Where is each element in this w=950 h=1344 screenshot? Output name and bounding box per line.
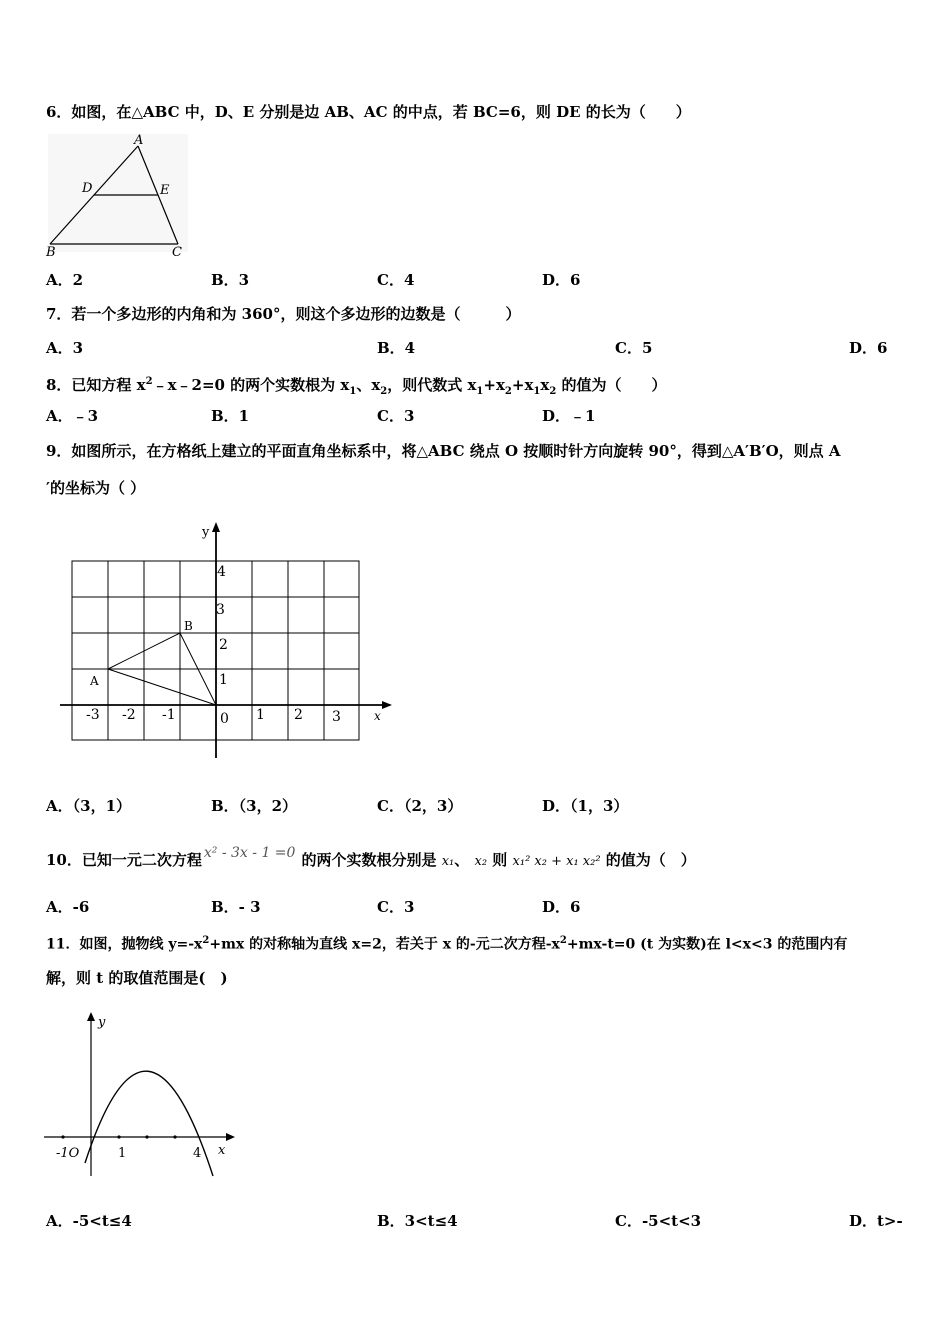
q11-tick-4: 4 <box>193 1146 202 1161</box>
q10-option-c[interactable]: C．3 <box>377 898 415 916</box>
q10-root-2: x₂ <box>474 854 488 869</box>
q11-figure <box>40 1008 240 1184</box>
q8-option-a[interactable]: A．﹣3 <box>46 407 99 425</box>
q11-tick-1: 1 <box>118 1146 127 1161</box>
q10-stem-text: 则 <box>492 851 508 869</box>
q9-label-a: A <box>90 674 99 688</box>
q11-label-x: x <box>218 1143 226 1158</box>
q9-xtick: -3 <box>86 707 100 723</box>
q8-stem-part: 8．已知方程 x <box>46 376 146 394</box>
q11-tick-dot <box>117 1135 120 1138</box>
q9-option-d[interactable]: D．（1，3） <box>542 797 629 815</box>
q9-label-x: x <box>374 709 381 723</box>
q9-ytick: 1 <box>219 672 228 688</box>
q9-ytick: 2 <box>219 637 228 653</box>
q8-stem-sub: 2 <box>549 386 557 397</box>
q9-option-a[interactable]: A．（3，1） <box>46 797 132 815</box>
q8-stem-part: x <box>540 376 550 394</box>
q6-label-c: C <box>172 245 182 258</box>
q11-option-c[interactable]: C．-5<t<3 <box>615 1212 702 1230</box>
q8-stem <box>46 372 667 402</box>
q9-label-b: B <box>184 619 193 633</box>
q10-option-d[interactable]: D．6 <box>542 898 581 916</box>
q6-label-b: B <box>46 245 56 258</box>
q8-stem-part: ，则代数式 x <box>387 376 477 394</box>
q9-stem-line2: ′的坐标为（ ） <box>46 479 146 497</box>
q10-option-a[interactable]: A．-6 <box>46 898 90 916</box>
q10-stem-text: 的两个实数根分别是 <box>301 851 437 869</box>
q11-option-b[interactable]: B．3<t≤4 <box>377 1212 458 1230</box>
q9-option-c[interactable]: C．（2，3） <box>377 797 463 815</box>
q7-option-c[interactable]: C．5 <box>615 339 653 357</box>
q8-stem-sub: 1 <box>349 386 357 397</box>
q9-x-arrow <box>382 701 392 709</box>
q11-tick-dot <box>61 1135 64 1138</box>
q11-stem-sup: 2 <box>559 935 567 946</box>
q11-tick-dot <box>173 1135 176 1138</box>
q8-stem-part: 的值为（ ） <box>556 376 667 394</box>
q8-stem-sup: 2 <box>145 376 153 387</box>
q11-tick-dot <box>145 1135 148 1138</box>
q11-option-d[interactable]: D．t>- <box>849 1212 903 1230</box>
q11-stem-line2: 解，则 t 的取值范围是( ) <box>46 969 228 987</box>
q11-stem-part: +mx-t=0 (t 为实数)在 l<x<3 的范围内有 <box>566 936 848 953</box>
q9-label-origin: 0 <box>220 711 229 727</box>
q9-xtick: -2 <box>122 707 136 723</box>
q11-option-a[interactable]: A．-5<t≤4 <box>46 1212 132 1230</box>
q8-stem-sub: 1 <box>533 386 541 397</box>
q6-label-d: D <box>82 181 93 196</box>
q9-ytick: 3 <box>216 602 225 618</box>
q9-figure <box>56 518 401 767</box>
q10-stem-text: 10．已知一元二次方程 <box>46 851 202 869</box>
q8-stem-part: +x <box>511 376 534 394</box>
q6-label-a: A <box>134 133 144 148</box>
q6-option-d[interactable]: D．6 <box>542 271 581 289</box>
q8-option-b[interactable]: B．1 <box>211 407 250 425</box>
q8-option-c[interactable]: C．3 <box>377 407 415 425</box>
q9-xtick: 3 <box>332 709 341 725</box>
q6-stem: 6．如图，在△ABC 中，D、E 分别是边 AB、AC 的中点，若 BC=6，则 DE 的长为（ ） <box>46 103 691 121</box>
q9-xtick: 1 <box>256 707 265 723</box>
q10-equation: x² - 3x - 1 =0 <box>203 845 296 861</box>
q8-stem-part: +x <box>483 376 505 394</box>
q10-root-1: x₁ <box>441 854 455 869</box>
q10-stem-text: 的值为（ ） <box>605 851 696 869</box>
q7-option-a[interactable]: A．3 <box>46 339 84 357</box>
q6-option-b[interactable]: B．3 <box>211 271 250 289</box>
q7-option-d[interactable]: D．6 <box>849 339 888 357</box>
q11-stem-line1 <box>46 931 847 955</box>
q6-option-c[interactable]: C．4 <box>377 271 415 289</box>
q9-xtick: 2 <box>294 707 303 723</box>
q10-option-b[interactable]: B．- 3 <box>211 898 261 916</box>
q10-expression: x₁² x₂ + x₁ x₂² <box>512 854 601 869</box>
q9-label-y: y <box>202 525 210 540</box>
q9-y-arrow <box>212 522 220 532</box>
q11-stem-part: 11．如图，抛物线 y=-x <box>46 936 203 953</box>
q8-stem-part: ﹣x﹣2=0 的两个实数根为 x <box>152 376 350 394</box>
q11-stem-sup: 2 <box>202 935 210 946</box>
q9-stem-line1: 9．如图所示，在方格纸上建立的平面直角坐标系中，将△ABC 绕点 O 按顺时针方向旋转 90°，得到△A′B′O，则点 A <box>46 442 841 460</box>
q6-option-a[interactable]: A．2 <box>46 271 84 289</box>
q9-ytick: 4 <box>217 564 226 580</box>
q8-stem-part: 、x <box>356 376 381 394</box>
q6-figure <box>44 132 194 262</box>
q8-stem-sub: 1 <box>476 386 484 397</box>
q9-option-b[interactable]: B．（3，2） <box>211 797 298 815</box>
q11-stem-part: +mx 的对称轴为直线 x=2，若关于 x 的-元二次方程-x <box>209 936 560 953</box>
q10-stem <box>46 845 696 872</box>
q9-xtick: -1 <box>162 707 176 723</box>
q7-option-b[interactable]: B．4 <box>377 339 416 357</box>
q8-stem-sub: 2 <box>380 386 388 397</box>
q6-label-e: E <box>160 183 170 198</box>
q11-x-arrow <box>226 1133 235 1141</box>
q11-label-y: y <box>98 1015 106 1030</box>
q8-stem-sub: 2 <box>504 386 512 397</box>
q10-separator: 、 <box>454 851 470 869</box>
q7-stem: 7．若一个多边形的内角和为 360°，则这个多边形的边数是（ ） <box>46 305 521 323</box>
q11-label-origin: -1O <box>56 1146 80 1161</box>
q11-y-arrow <box>87 1012 95 1021</box>
q8-option-d[interactable]: D．﹣1 <box>542 407 596 425</box>
